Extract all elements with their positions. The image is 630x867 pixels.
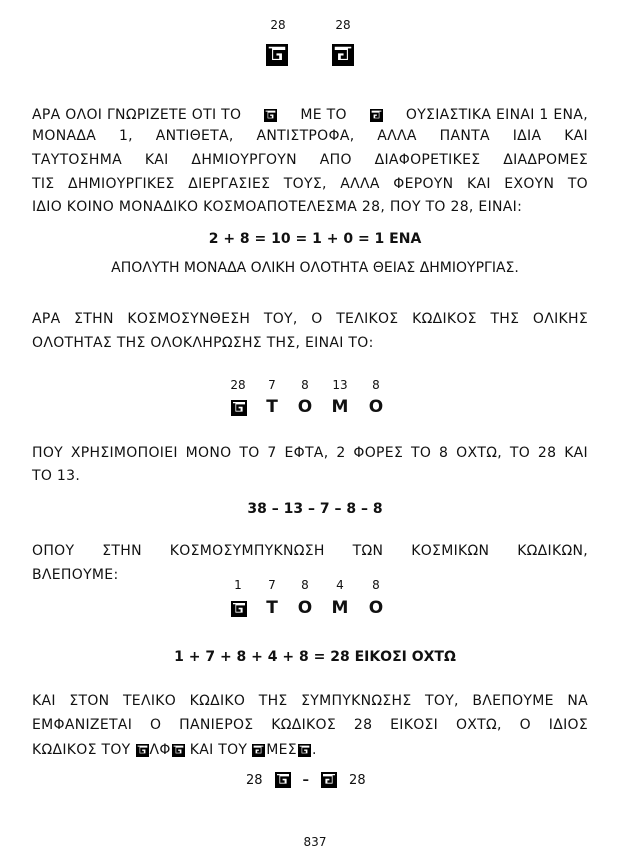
paragraph-2-line-2: ΟΛΟΤΗΤΑΣ ΤΗΣ ΟΛΟΚΛΗΡΩΣΗΣ ΤΗΣ, ΕΙΝΑΙ ΤΟ:	[32, 335, 374, 351]
code-number: 13	[332, 378, 348, 392]
text-segment: ΚΑΙ ΤΟΥ	[189, 742, 248, 758]
paragraph-5-line-1: ΚΑΙ ΣΤΟΝ ΤΕΛΙΚΟ ΚΩΔΙΚΟ ΤΗΣ ΣΥΜΠΥΚΝΩΣΗΣ ΤΟΥ, ΒΛΕΠΟΥΜΕ ΝΑ	[32, 693, 588, 709]
paragraph-1-line-1	[32, 105, 588, 125]
footer-equation	[246, 772, 366, 788]
code-number: 8	[372, 378, 380, 392]
paragraph-4-line-2: ΒΛΕΠΟΥΜΕ:	[32, 567, 119, 583]
paragraph-5-line-2: ΕΜΦΑΝΙΖΕΤΑΙ Ο ΠΑΝΙΕΡΟΣ ΚΩΔΙΚΟΣ 28 ΕΙΚΟΣΙ ΟΧΤΩ, Ο ΙΔΙΟΣ	[32, 717, 588, 733]
absolute-unity-line: ΑΠΟΛΥΤΗ ΜΟΝΑΔΑ ΟΛΙΚΗ ΟΛΟΤΗΤΑ ΘΕΙΑΣ ΔΗΜΙΟΥΡΓΙΑΣ.	[111, 260, 519, 276]
text-segment: .	[311, 742, 317, 758]
code-number: 4	[336, 578, 344, 592]
header-number-right: 28	[335, 18, 351, 32]
meander-left-icon	[231, 400, 247, 416]
text-segment: ΟΥΣΙΑΣΤΙΚΑ ΕΙΝΑΙ 1 ΕΝΑ,	[405, 107, 588, 123]
text-segment: ΑΡΑ ΟΛΟΙ ΓΝΩΡΙΖΕΤΕ ΟΤΙ ΤΟ	[32, 107, 242, 123]
footer-number-left: 28	[246, 772, 263, 788]
text-segment: ΛΦ	[149, 742, 171, 758]
code-letter: Τ	[266, 598, 278, 618]
paragraph-1-line-4: ΤΙΣ ΔΗΜΙΟΥΡΓΙΚΕΣ ΔΙΕΡΓΑΣΙΕΣ ΤΟΥΣ, ΑΛΛΑ ΦΕΡΟΥΝ ΚΑΙ ΕΧΟΥΝ ΤΟ	[32, 176, 588, 192]
code-number: 8	[301, 578, 309, 592]
code-letter: Ο	[297, 397, 313, 417]
code-number: 28	[230, 378, 246, 392]
code-letter: Ο	[368, 397, 384, 417]
code-letter: Ο	[297, 598, 313, 618]
code-number: 8	[372, 578, 380, 592]
paragraph-3-line-1: ΠΟΥ ΧΡΗΣΙΜΟΠΟΙΕΙ ΜΟΝΟ ΤΟ 7 ΕΦΤΑ, 2 ΦΟΡΕΣ ΤΟ 8 ΟΧΤΩ, ΤΟ 28 ΚΑΙ	[32, 445, 588, 461]
meander-left-icon	[266, 44, 288, 66]
text-segment: ΚΩΔΙΚΟΣ ΤΟΥ	[32, 742, 131, 758]
meander-left-icon	[172, 744, 185, 757]
code-letter: Μ	[331, 598, 349, 618]
code-number: 8	[301, 378, 309, 392]
code-number: 7	[268, 578, 276, 592]
meander-left-icon	[231, 601, 247, 617]
meander-right-icon	[321, 772, 337, 788]
footer-number-right: 28	[349, 772, 366, 788]
paragraph-3-line-2: ΤΟ 13.	[32, 468, 81, 484]
equation-sequence: 38 – 13 – 7 – 8 – 8	[247, 501, 383, 517]
code-letter: Μ	[331, 397, 349, 417]
meander-right-icon	[252, 744, 265, 757]
text-segment: ΜΕΣ	[266, 742, 297, 758]
paragraph-1-line-5: ΙΔΙΟ ΚΟΙΝΟ ΜΟΝΑΔΙΚΟ ΚΟΣΜΟΑΠΟΤΕΛΕΣΜΑ 28, ΠΟΥ ΤΟ 28, ΕΙΝΑΙ:	[32, 199, 523, 215]
footer-dash: –	[302, 772, 310, 788]
meander-left-icon	[298, 744, 311, 757]
equation-one-unity: 2 + 8 = 10 = 1 + 0 = 1 ΕΝΑ	[208, 231, 422, 247]
paragraph-1-line-3: ΤΑΥΤΟΣΗΜΑ ΚΑΙ ΔΗΜΙΟΥΡΓΟΥΝ ΑΠΟ ΔΙΑΦΟΡΕΤΙΚΕΣ ΔΙΑΔΡΟΜΕΣ	[32, 152, 588, 168]
word-omega	[252, 742, 316, 758]
paragraph-4-line-1: ΟΠΟΥ ΣΤΗΝ ΚΟΣΜΟΣΥΜΠΥΚΝΩΣΗ ΤΩΝ ΚΟΣΜΙΚΩΝ ΚΩΔΙΚΩΝ,	[32, 543, 588, 559]
code-number: 7	[268, 378, 276, 392]
paragraph-1-line-2: ΜΟΝΑΔΑ 1, ΑΝΤΙΘΕΤΑ, ΑΝΤΙΣΤΡΟΦΑ, ΑΛΛΑ ΠΑΝΤΑ ΙΔΙΑ ΚΑΙ	[32, 128, 588, 144]
word-alpha	[136, 742, 185, 758]
paragraph-5-line-3	[32, 740, 588, 760]
meander-left-icon	[136, 744, 149, 757]
code-letter: Τ	[266, 397, 278, 417]
meander-right-icon	[332, 44, 354, 66]
equation-sum-28: 1 + 7 + 8 + 4 + 8 = 28 ΕΙΚΟΣΙ ΟΧΤΩ	[174, 649, 456, 665]
meander-left-icon	[264, 109, 277, 122]
code-number: 1	[234, 578, 242, 592]
code-letter: Ο	[368, 598, 384, 618]
meander-left-icon	[275, 772, 291, 788]
paragraph-2-line-1: ΑΡΑ ΣΤΗΝ ΚΟΣΜΟΣΥΝΘΕΣΗ ΤΟΥ, Ο ΤΕΛΙΚΟΣ ΚΩΔΙΚΟΣ ΤΗΣ ΟΛΙΚΗΣ	[32, 311, 588, 327]
meander-right-icon	[370, 109, 383, 122]
header-number-left: 28	[270, 18, 286, 32]
page-number: 837	[303, 835, 327, 849]
text-segment: ΜΕ ΤΟ	[300, 107, 347, 123]
